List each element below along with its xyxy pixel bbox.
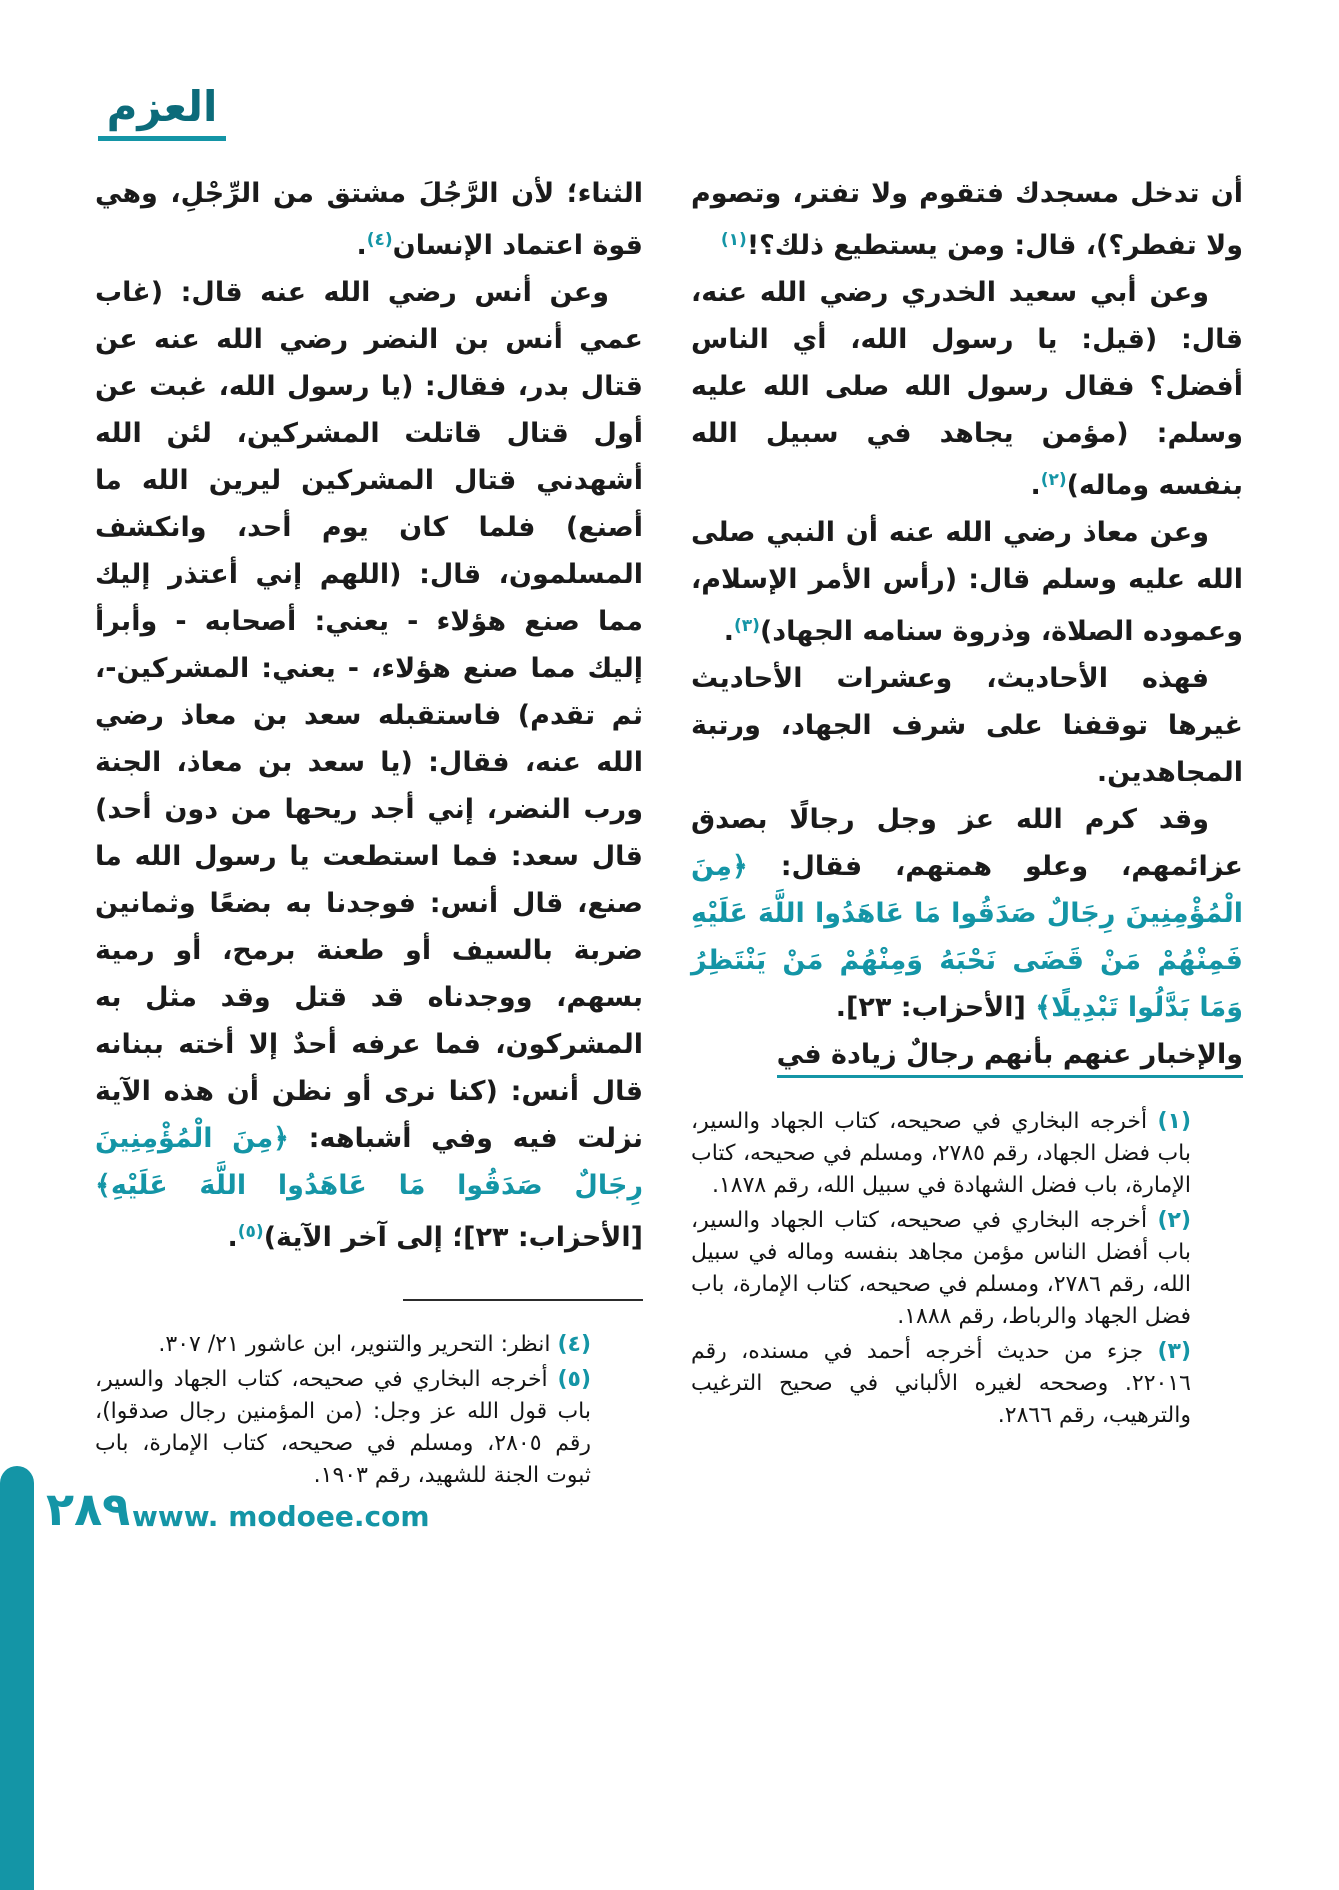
- footnote-number: (٣): [1157, 1339, 1191, 1364]
- logo-text: العزم: [106, 82, 218, 131]
- body-text: وعن أبي سعيد الخدري رضي الله عنه، قال: (قيل: يا رسول الله، أي الناس أفضل؟ فقال رسول الله صلى الله عليه وسلم: (مؤمن يجاهد في سبيل الله بنفسه وماله): [691, 277, 1243, 501]
- quran-verse: ﴿مِنَ الْمُؤْمِنِينَ رِجَالٌ صَدَقُوا مَا عَاهَدُوا اللَّهَ عَلَيْهِ فَمِنْهُمْ مَنْ قَضَى نَحْبَهُ وَمِنْهُمْ مَنْ يَنْتَظِرُ وَمَا بَدَّلُوا تَبْدِيلًا﴾: [691, 851, 1243, 1023]
- quran-verse: ﴿مِنَ الْمُؤْمِنِينَ رِجَالٌ صَدَقُوا مَا عَاهَدُوا اللَّهَ عَلَيْهِ﴾: [95, 1123, 643, 1201]
- footnote-number: (٤): [557, 1332, 591, 1357]
- paragraph-hadith-anas: [95, 269, 643, 1261]
- body-text: وعن معاذ رضي الله عنه أن النبي صلى الله عليه وسلم قال: (رأس الأمر الإسلام، وعموده الصلاة، وذروة سنامه الجهاد): [691, 517, 1243, 647]
- footnote-ref-1: (١): [720, 230, 747, 250]
- footnote-ref-3: (٣): [733, 616, 760, 636]
- column-left: [95, 170, 643, 1495]
- page-header: [98, 84, 226, 141]
- body-text: .: [1030, 470, 1041, 501]
- footnote-number: (١): [1157, 1109, 1191, 1134]
- body-text: الثناء؛ لأن الرَّجُلَ مشتق من الرِّجْلِ، وهي قوة اعتماد الإنسان: [95, 178, 643, 261]
- body-text: وعن أنس رضي الله عنه قال: (غاب عمي أنس بن النضر رضي الله عنه عن قتال بدر، فقال: (يا رسول الله، غبت عن أول قتال قاتلت المشركين، لئن الله أشهدني قتال المشركين ليرين الله ما أصنع) فلما كان يوم أحد، وانكشف المسلمون، قال: (اللهم إني أعتذر إليك مما صنع هؤلاء - يعني: أصحابه - وأبرأ إليك مما صنع هؤلاء، - يعني: المشركين-، ثم تقدم) فاستقبله سعد بن معاذ رضي الله عنه، فقال: (يا سعد بن معاذ، الجنة ورب النضر، إني أجد ريحها من دون أحد) قال سعد: فما استطعت يا رسول الله ما صنع، قال أنس: فوجدنا به بضعًا وثمانين ضربة بالسيف أو طعنة برمح، أو رمية بسهم، ووجدناه قد قتل وقد مثل به المشركون، فما عرفه أحدٌ إلا أخته ببنانه قال أنس: (كنا نرى أو نظن أن هذه الآية نزلت فيه وفي أشباهه:: [95, 277, 643, 1154]
- footnote-1: [691, 1106, 1191, 1202]
- footnote-text: انظر: التحرير والتنوير، ابن عاشور ٢١/ ٣٠٧.: [158, 1332, 551, 1357]
- page-number: ٢٨٩: [46, 1482, 131, 1536]
- underlined-text: والإخبار عنهم بأنهم رجالٌ زيادة في: [777, 1039, 1243, 1078]
- footer-accent-bar: [0, 1466, 34, 1890]
- paragraph-continuation: [691, 170, 1243, 269]
- footnote-2: [691, 1205, 1191, 1333]
- footnote-text: أخرجه البخاري في صحيحه، كتاب الجهاد والسير، باب فضل الجهاد، رقم ٢٧٨٥، ومسلم في صحيحه، كتاب الإمارة، باب فضل الشهادة في سبيل الله، رقم ١٨٧٨.: [691, 1109, 1192, 1198]
- footnote-3: [691, 1336, 1191, 1432]
- footnote-text: أخرجه البخاري في صحيحه، كتاب الجهاد والسير، باب أفضل الناس مؤمن مجاهد بنفسه وماله في سبيل الله، رقم ٢٧٨٦، ومسلم في صحيحه، كتاب الإمارة، باب فضل الجهاد والرباط، رقم ١٨٨٨.: [691, 1208, 1192, 1329]
- body-text: وقد كرم الله عز وجل رجالًا بصدق عزائمهم، وعلو همتهم، فقال:: [691, 804, 1243, 882]
- body-text: فهذه الأحاديث، وعشرات الأحاديث غيرها توقفنا على شرف الجهاد، ورتبة المجاهدين.: [691, 663, 1243, 788]
- footnote-ref-4: (٤): [366, 230, 393, 250]
- footnote-5: [95, 1364, 591, 1492]
- footnotes-right: [691, 1106, 1243, 1432]
- publisher-website: www. modoee.com: [132, 1500, 430, 1533]
- footnote-4: [95, 1329, 591, 1361]
- paragraph-continuation: [95, 170, 643, 269]
- footnote-separator: [403, 1299, 643, 1301]
- body-text: .: [227, 1222, 238, 1253]
- footnote-ref-2: (٢): [1040, 470, 1067, 490]
- paragraph-hadith-muadh: [691, 509, 1243, 655]
- body-text: أن تدخل مسجدك فتقوم ولا تفتر، وتصوم ولا تفطر؟)، قال: ومن يستطيع ذلك؟!: [691, 178, 1243, 261]
- footnote-text: أخرجه البخاري في صحيحه، كتاب الجهاد والسير، باب قول الله عز وجل: (من المؤمنين رجال صدقوا)، رقم ٢٨٠٥، ومسلم في صحيحه، كتاب الإمارة، باب ثبوت الجنة للشهيد، رقم ١٩٠٣.: [95, 1367, 592, 1488]
- footnotes-left: [95, 1329, 643, 1492]
- footnote-number: (٥): [557, 1367, 591, 1392]
- footnote-ref-5: (٥): [237, 1222, 264, 1242]
- series-logo: [98, 84, 226, 141]
- paragraph-with-verse: [691, 796, 1243, 1031]
- paragraph-underlined-lead: [691, 1031, 1243, 1078]
- column-right: [691, 170, 1243, 1435]
- paragraph-commentary: [691, 655, 1243, 796]
- footnote-number: (٢): [1157, 1208, 1191, 1233]
- footnote-text: جزء من حديث أخرجه أحمد في مسنده، رقم ٢٢٠١٦. وصححه لغيره الألباني في صحيح الترغيب والترهيب، رقم ٢٨٦٦.: [691, 1339, 1191, 1428]
- verse-citation: [الأحزاب: ٢٣]؛ إلى آخر الآية): [263, 1222, 643, 1253]
- body-text: .: [356, 230, 367, 261]
- body-text: .: [723, 616, 734, 647]
- paragraph-hadith-abu-said: [691, 269, 1243, 509]
- verse-citation: [الأحزاب: ٢٣].: [835, 992, 1036, 1023]
